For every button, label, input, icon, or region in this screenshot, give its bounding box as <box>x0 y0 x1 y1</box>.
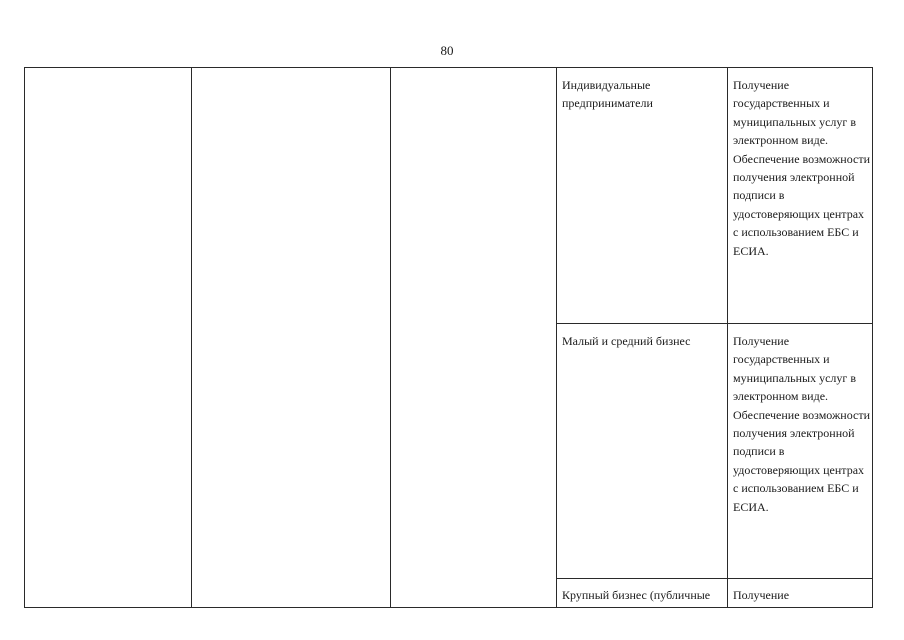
description-cell <box>728 68 873 324</box>
description-text: Получение <box>733 588 790 602</box>
description-text: Получение государственных и муниципальных услуг в электронном виде. Обеспечение возможности получения электронной подписи в удостоверяющих центрах с использованием ЕБС и ЕСИА. <box>733 334 870 514</box>
category-cell <box>557 324 728 579</box>
category-text: Индивидуальные предприниматели <box>562 78 653 111</box>
empty-cell-col-2 <box>192 68 391 608</box>
empty-cell-col-3 <box>391 68 557 608</box>
category-cell <box>557 68 728 324</box>
category-text: Малый и средний бизнес <box>562 334 691 348</box>
empty-cell-col-1 <box>25 68 192 608</box>
table-row <box>25 68 873 324</box>
category-cell <box>557 579 728 608</box>
description-cell <box>728 579 873 608</box>
description-cell <box>728 324 873 579</box>
services-table <box>24 67 873 608</box>
category-text: Крупный бизнес (публичные <box>562 588 711 602</box>
page-number: 80 <box>440 43 454 58</box>
description-text: Получение государственных и муниципальных услуг в электронном виде. Обеспечение возможности получения электронной подписи в удостоверяющих центрах с использованием ЕБС и ЕСИА. <box>733 78 870 258</box>
